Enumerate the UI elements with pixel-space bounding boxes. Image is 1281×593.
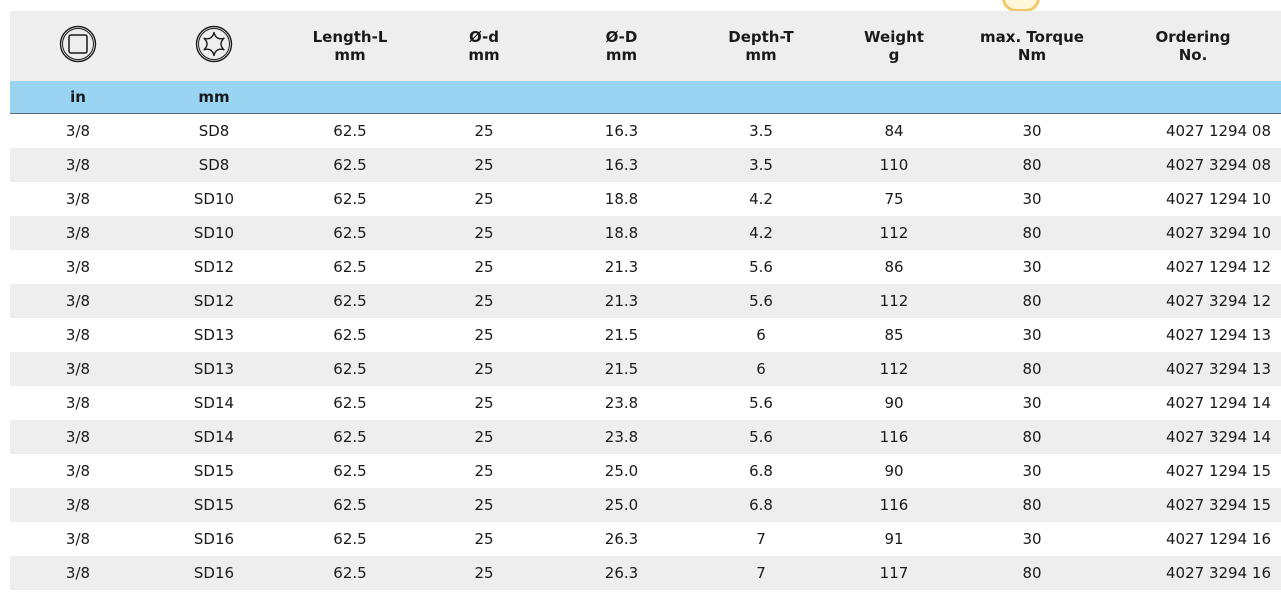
cell-weight: 90 <box>884 462 904 480</box>
cell-ordering-no: 4027 3294 15 <box>1105 488 1281 522</box>
cell-size-mm: SD8 <box>198 122 230 140</box>
cell-weight: 90 <box>884 394 904 412</box>
cell-drive-in: 3/8 <box>65 394 91 412</box>
cell-max-torque: 30 <box>1022 122 1042 140</box>
table-row <box>10 148 1281 182</box>
cell-length: 62.5 <box>282 420 418 454</box>
cell-depth: 5.6 <box>693 420 829 454</box>
cell-ordering-no: 4027 1294 10 <box>1166 190 1271 208</box>
header-row <box>10 11 1281 81</box>
cell-weight: 112 <box>829 352 959 386</box>
cell-length: 62.5 <box>282 284 418 318</box>
cell-drive-in: 3/8 <box>65 462 91 480</box>
cell-inner-diameter: 25 <box>418 488 550 522</box>
units-row <box>10 81 1281 114</box>
cell-inner-diameter: 25 <box>474 462 494 480</box>
cell-weight: 117 <box>829 556 959 590</box>
cell-length: 62.5 <box>333 462 367 480</box>
cell-size-mm: SD16 <box>193 530 235 548</box>
cell-outer-diameter: 26.3 <box>604 530 639 548</box>
cell-size-mm: SD15 <box>193 462 235 480</box>
header-inner-diameter: Ø-d mm <box>418 11 550 81</box>
cell-size-mm: SD12 <box>146 284 282 318</box>
cell-drive-in: 3/8 <box>65 258 91 276</box>
cell-ordering-no: 4027 1294 12 <box>1166 258 1271 276</box>
cell-length: 62.5 <box>282 488 418 522</box>
cell-length: 62.5 <box>333 394 367 412</box>
cell-weight: 86 <box>884 258 904 276</box>
cell-ordering-no: 4027 1294 08 <box>1166 122 1271 140</box>
cell-drive-in: 3/8 <box>10 148 146 182</box>
cell-outer-diameter: 18.8 <box>550 216 693 250</box>
header-weight: Weight g <box>829 11 959 81</box>
cell-max-torque: 30 <box>1022 462 1042 480</box>
cell-drive-in: 3/8 <box>10 284 146 318</box>
table-row <box>10 250 1281 284</box>
cell-max-torque: 30 <box>1022 190 1042 208</box>
cell-max-torque: 80 <box>959 488 1105 522</box>
cell-weight: 85 <box>884 326 904 344</box>
cell-depth: 4.2 <box>749 190 773 208</box>
table-row <box>10 318 1281 352</box>
cell-depth: 7 <box>693 556 829 590</box>
cell-ordering-no: 4027 1294 16 <box>1166 530 1271 548</box>
cell-ordering-no: 4027 3294 16 <box>1105 556 1281 590</box>
cell-drive-in: 3/8 <box>10 420 146 454</box>
cell-weight: 112 <box>829 284 959 318</box>
cell-size-mm: SD13 <box>146 352 282 386</box>
unit-mm: mm <box>146 81 282 114</box>
cell-outer-diameter: 21.3 <box>604 258 639 276</box>
square-drive-icon <box>58 24 98 64</box>
cell-size-mm: SD14 <box>146 420 282 454</box>
cell-weight: 91 <box>884 530 904 548</box>
cell-inner-diameter: 25 <box>474 530 494 548</box>
cell-inner-diameter: 25 <box>418 284 550 318</box>
cell-max-torque: 80 <box>959 216 1105 250</box>
cell-outer-diameter: 21.3 <box>550 284 693 318</box>
cell-outer-diameter: 21.5 <box>604 326 639 344</box>
unit-in: in <box>10 81 146 114</box>
cell-length: 62.5 <box>282 148 418 182</box>
cell-size-mm: SD10 <box>146 216 282 250</box>
cell-size-mm: SD16 <box>146 556 282 590</box>
cell-length: 62.5 <box>333 258 367 276</box>
cell-drive-in: 3/8 <box>10 556 146 590</box>
cell-weight: 116 <box>829 420 959 454</box>
cell-outer-diameter: 23.8 <box>604 394 639 412</box>
header-square-drive <box>10 11 146 81</box>
cell-length: 62.5 <box>333 326 367 344</box>
cell-drive-in: 3/8 <box>65 122 91 140</box>
cell-depth: 6.8 <box>749 462 773 480</box>
cell-drive-in: 3/8 <box>10 488 146 522</box>
cell-max-torque: 80 <box>959 352 1105 386</box>
cell-depth: 6.8 <box>693 488 829 522</box>
cell-ordering-no: 4027 3294 10 <box>1105 216 1281 250</box>
table-row <box>10 182 1281 216</box>
cell-inner-diameter: 25 <box>418 420 550 454</box>
cell-inner-diameter: 25 <box>474 326 494 344</box>
cell-ordering-no: 4027 3294 13 <box>1105 352 1281 386</box>
cell-depth: 6 <box>693 352 829 386</box>
header-ordering-no: Ordering No. <box>1105 11 1281 81</box>
cell-ordering-no: 4027 1294 14 <box>1166 394 1271 412</box>
cell-max-torque: 30 <box>1022 326 1042 344</box>
cell-drive-in: 3/8 <box>65 326 91 344</box>
cell-outer-diameter: 25.0 <box>550 488 693 522</box>
cell-weight: 112 <box>829 216 959 250</box>
cell-length: 62.5 <box>282 556 418 590</box>
cell-max-torque: 80 <box>959 556 1105 590</box>
cell-length: 62.5 <box>333 190 367 208</box>
table-row <box>10 284 1281 318</box>
cell-outer-diameter: 25.0 <box>604 462 639 480</box>
cell-weight: 75 <box>884 190 904 208</box>
cell-max-torque: 30 <box>1022 394 1042 412</box>
table-row <box>10 216 1281 250</box>
cell-inner-diameter: 25 <box>474 394 494 412</box>
cell-outer-diameter: 16.3 <box>550 148 693 182</box>
table-row <box>10 114 1281 149</box>
cell-length: 62.5 <box>282 216 418 250</box>
header-depth: Depth-T mm <box>693 11 829 81</box>
cell-depth: 3.5 <box>749 122 773 140</box>
cell-size-mm: SD15 <box>146 488 282 522</box>
cell-inner-diameter: 25 <box>474 122 494 140</box>
cell-depth: 6 <box>756 326 766 344</box>
cell-drive-in: 3/8 <box>65 530 91 548</box>
cell-depth: 7 <box>756 530 766 548</box>
cell-inner-diameter: 25 <box>418 216 550 250</box>
cell-size-mm: SD12 <box>193 258 235 276</box>
cell-max-torque: 80 <box>959 420 1105 454</box>
cell-length: 62.5 <box>333 122 367 140</box>
table-row <box>10 556 1281 590</box>
torx-drive-icon <box>194 24 234 64</box>
cell-ordering-no: 4027 3294 14 <box>1105 420 1281 454</box>
cell-inner-diameter: 25 <box>474 190 494 208</box>
table-row <box>10 352 1281 386</box>
table-row <box>10 522 1281 556</box>
cell-depth: 5.6 <box>749 394 773 412</box>
cell-length: 62.5 <box>333 530 367 548</box>
cell-outer-diameter: 26.3 <box>550 556 693 590</box>
cell-outer-diameter: 16.3 <box>604 122 639 140</box>
cell-max-torque: 80 <box>959 284 1105 318</box>
table-row <box>10 488 1281 522</box>
header-length: Length-L mm <box>282 11 418 81</box>
header-max-torque: max. Torque Nm <box>959 11 1105 81</box>
table-row <box>10 386 1281 420</box>
cell-drive-in: 3/8 <box>10 352 146 386</box>
cell-depth: 5.6 <box>693 284 829 318</box>
cell-ordering-no: 4027 3294 12 <box>1105 284 1281 318</box>
cell-ordering-no: 4027 3294 08 <box>1105 148 1281 182</box>
cell-ordering-no: 4027 1294 15 <box>1166 462 1271 480</box>
cell-inner-diameter: 25 <box>474 258 494 276</box>
cell-length: 62.5 <box>282 352 418 386</box>
cell-inner-diameter: 25 <box>418 556 550 590</box>
cell-size-mm: SD8 <box>146 148 282 182</box>
cell-max-torque: 30 <box>1022 258 1042 276</box>
cell-max-torque: 30 <box>1022 530 1042 548</box>
cell-inner-diameter: 25 <box>418 148 550 182</box>
cell-size-mm: SD13 <box>193 326 235 344</box>
header-outer-diameter: Ø-D mm <box>550 11 693 81</box>
cell-outer-diameter: 18.8 <box>604 190 639 208</box>
cell-size-mm: SD10 <box>193 190 235 208</box>
cell-drive-in: 3/8 <box>65 190 91 208</box>
table-row <box>10 454 1281 488</box>
cell-outer-diameter: 23.8 <box>550 420 693 454</box>
header-torx-drive <box>146 11 282 81</box>
cell-depth: 5.6 <box>749 258 773 276</box>
cell-weight: 84 <box>884 122 904 140</box>
cell-drive-in: 3/8 <box>10 216 146 250</box>
cell-weight: 110 <box>829 148 959 182</box>
cell-ordering-no: 4027 1294 13 <box>1166 326 1271 344</box>
cell-max-torque: 80 <box>959 148 1105 182</box>
cell-inner-diameter: 25 <box>418 352 550 386</box>
cell-depth: 4.2 <box>693 216 829 250</box>
table-body <box>10 114 1281 591</box>
cell-weight: 116 <box>829 488 959 522</box>
cell-depth: 3.5 <box>693 148 829 182</box>
table-row <box>10 420 1281 454</box>
cell-size-mm: SD14 <box>193 394 235 412</box>
cell-outer-diameter: 21.5 <box>550 352 693 386</box>
specification-table <box>10 11 1281 590</box>
